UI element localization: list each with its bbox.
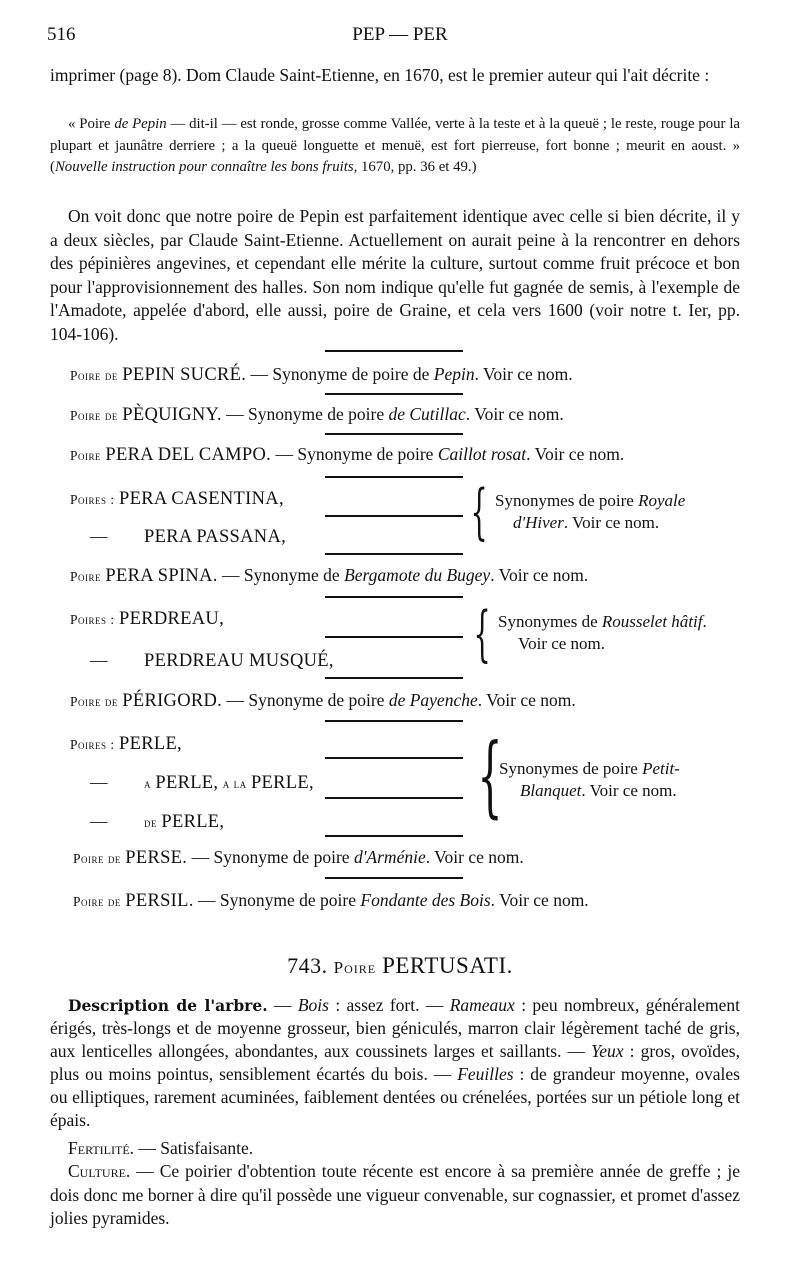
group-name: PERLE, [155, 773, 219, 793]
entry-text: — Synonyme de poire [221, 404, 389, 424]
article-prefix: Poire [333, 958, 377, 977]
entry-prefix: Poire [70, 448, 102, 463]
article-name: PERTUSATI. [382, 953, 513, 978]
syn-tail: . Voir ce nom. [581, 781, 677, 800]
quote-name: de Pepin [114, 116, 167, 132]
quote-ref: 1670, pp. 36 et 49.) [357, 159, 477, 175]
entry-prefix: Poire de [73, 851, 121, 866]
separator-rule [325, 757, 463, 759]
group-name: PERA PASSANA, [144, 527, 287, 547]
entry-prefix: Poire de [73, 894, 121, 909]
yeux-text: : gros, ovoïdes, plus ou moins pointus, sensiblement écartés du bois. — [50, 1041, 740, 1084]
group-article: a [144, 776, 151, 791]
entry-tail: . Voir ce nom. [425, 847, 524, 867]
entry-ref: de Payenche [388, 690, 478, 710]
entry-ref: Caillot rosat [437, 444, 527, 464]
separator-rule [325, 636, 463, 638]
synonym-entry [70, 565, 588, 587]
separator-rule [325, 350, 463, 352]
group-name: PERA CASENTINA, [119, 489, 284, 509]
group-line [70, 608, 224, 630]
article-number: 743. [287, 953, 328, 978]
group-name: PERLE, [119, 734, 182, 754]
bois-text: : assez fort. — [328, 995, 450, 1015]
entry-name: PERSIL. [125, 891, 194, 911]
entry-name: PÉRIGORD. [122, 691, 223, 711]
separator-rule [325, 553, 463, 555]
syn-text: Synonymes de [498, 612, 602, 631]
entry-text: — Synonyme de poire [222, 690, 389, 710]
rameaux-label: Rameaux [449, 995, 515, 1015]
group-synonym [499, 758, 744, 802]
culture-text: — Ce poirier d'obtention toute récente est encore à sa première année de greffe ; je dois donc me borner à dire qu'il possède une vigueur convenable, sur cognassier, et promet d'assez jolies pyramides. [50, 1161, 740, 1228]
group-name: PERLE, [161, 812, 225, 832]
entry-tail: . Voir ce nom. [490, 565, 589, 585]
body-paragraph: On voit donc que notre poire de Pepin est parfaitement identique avec celle si bien décrite, il y a deux siècles, par Claude Saint-Etienne. Actuellement on aurait peine à la rencontrer en dehors des pépinières angevines, et cependant elle mérite la culture, surtout comme fruit précoce et bon pour l'approvisionnement des halles. Son nom indique qu'elle fut gagnée de semis, à l'exemple de l'Amadote, appelée d'abord, elle aussi, poire de Graine, et cela vers 1600 (voir notre t. Ier, pp. 104-106). [50, 206, 740, 344]
article-title [0, 953, 800, 979]
entry-name: PÈQUIGNY. [122, 405, 222, 425]
entry-name: PERA SPINA. [105, 566, 218, 586]
feuilles-label: Feuilles [457, 1064, 514, 1084]
synonym-entry [70, 364, 573, 386]
separator-rule [325, 797, 463, 799]
ditto-dash: — [90, 650, 108, 670]
fertility-text: — Satisfaisante. [134, 1138, 254, 1158]
group-name: PERLE, [250, 773, 314, 793]
syn-ref: Royale [638, 491, 686, 510]
ditto-dash: — [90, 526, 108, 546]
entry-text: — Synonyme de poire [193, 890, 361, 910]
separator-rule [325, 677, 463, 679]
yeux-label: Yeux [591, 1041, 624, 1061]
entry-prefix: Poire de [70, 368, 118, 383]
culture-label: Culture. [68, 1161, 131, 1181]
separator-rule [325, 393, 463, 395]
syn-text: Synonymes de poire [499, 759, 643, 778]
group-article: a la [222, 776, 247, 791]
fertility-label: Fertilité. [68, 1138, 135, 1158]
quote-source: Nouvelle instruction pour connaître les bons fruits, [54, 159, 358, 175]
entry-ref: d'Arménie [353, 847, 426, 867]
entry-text: — Synonyme de poire [187, 847, 354, 867]
entry-tail: . Voir ce nom. [526, 444, 625, 464]
entry-prefix: Poire de [70, 694, 118, 709]
entry-ref: de Cutillac [388, 404, 466, 424]
brace-icon: { [470, 477, 488, 547]
entry-tail: . Voir ce nom. [465, 404, 564, 424]
ditto-dash: — [90, 811, 108, 831]
group-line [70, 488, 284, 510]
syn-tail: Voir ce nom. [518, 634, 606, 653]
separator-rule [325, 476, 463, 478]
entry-text: — Synonyme de poire [271, 444, 438, 464]
group-line [70, 733, 182, 755]
intro-paragraph: imprimer (page 8). Dom Claude Saint-Etienne, en 1670, est le premier auteur qui l'ait décrite : [50, 65, 710, 85]
group-prefix: Poires : [70, 492, 115, 507]
synonym-entry [73, 890, 589, 912]
group-synonym [495, 490, 740, 534]
group-prefix: Poires : [70, 612, 115, 627]
running-head: PEP — PER [352, 24, 448, 45]
separator-rule [325, 433, 463, 435]
entry-ref: Bergamote du Bugey [344, 565, 491, 585]
synonym-entry [70, 690, 576, 712]
group-line [144, 526, 286, 548]
synonym-entry [73, 847, 524, 869]
culture-paragraph [50, 1160, 740, 1231]
syn-ref: d'Hiver [513, 513, 564, 532]
entry-tail: . Voir ce nom. [490, 890, 589, 910]
separator-rule [325, 515, 463, 517]
syn-text: Synonymes de poire [495, 491, 639, 510]
ditto-dash: — [90, 772, 108, 792]
group-synonym: Synonymes de Rousselet hâtif. Voir ce nom. [498, 612, 707, 653]
feuilles-text: : de grandeur moyenne, ovales ou elliptiques, rarement acuminées, faiblement dentées ou crénelées, portées sur un pétiole long et épais. [50, 1064, 740, 1130]
quote-open: « Poire [68, 116, 115, 132]
entry-text: — Synonyme de poire de [246, 364, 434, 384]
entry-ref: Fondante des Bois [360, 890, 491, 910]
page-number: 516 [47, 24, 76, 45]
rameaux-text: : peu nombreux, généralement érigés, très-longs et de moyenne grosseur, bien géniculés, marron clair légèrement taché de gris, aux lenticelles allongées, abondantes, aux coussinets larges et saillants. — [50, 995, 740, 1061]
description-label: Description de l'arbre. [68, 996, 268, 1015]
group-name: PERDREAU MUSQUÉ, [144, 651, 334, 671]
group-name: PERDREAU, [119, 609, 224, 629]
synonym-entry [70, 444, 624, 466]
entry-prefix: Poire [70, 569, 102, 584]
group-line [144, 772, 314, 794]
separator-rule [325, 596, 463, 598]
separator-rule [325, 835, 463, 837]
syn-ref: Blanquet [520, 781, 582, 800]
entry-name: PEPIN SUCRÉ. [122, 365, 247, 385]
bois-label: Bois [297, 995, 329, 1015]
entry-tail: . Voir ce nom. [474, 364, 573, 384]
entry-name: PERA DEL CAMPO. [105, 445, 272, 465]
separator-rule [325, 720, 463, 722]
group-line [144, 650, 334, 672]
entry-prefix: Poire de [70, 408, 118, 423]
brace-icon: { [477, 724, 503, 827]
fertility-paragraph [50, 1137, 740, 1161]
brace-icon: { [473, 599, 491, 669]
synonym-entry [70, 404, 564, 426]
group-article: de [144, 815, 157, 830]
syn-tail: . Voir ce nom. [563, 513, 660, 532]
quote-text: — dit-il — est ronde, grosse comme Vallée, verte à la teste et à la queuë ; le reste, rouge pour la plupart et jaunâtre derriere ; a la queuë longuette et menuë, est fort pierreuse, fort bonne ; meurit en aoust. » ( [50, 116, 740, 175]
syn-ref: Rousselet hâtif [601, 612, 703, 631]
description-paragraph: Description de l'arbre. — Bois : assez fort. — Rameaux : peu nombreux, généralement érigés, très-longs et de moyenne grosseur, bien géniculés, marron clair légèrement taché de gris, aux lenticelles allongées, abondantes, aux coussinets larges et saillants. — Yeux : gros, ovoïdes, plus ou moins pointus, sensiblement écartés du bois. — Feuilles : de grandeur moyenne, ovales ou elliptiques, rarement acuminées, faiblement dentées ou crénelées, portées sur un pétiole long et épais. [50, 995, 740, 1130]
entry-name: PERSE. [125, 848, 188, 868]
entry-text: — Synonyme de [217, 565, 345, 585]
syn-ref: Petit- [642, 759, 680, 778]
group-line [144, 811, 224, 833]
entry-tail: . Voir ce nom. [477, 690, 576, 710]
group-prefix: Poires : [70, 737, 115, 752]
quote-block [50, 114, 740, 179]
separator-rule [325, 877, 463, 879]
entry-ref: Pepin [433, 364, 475, 384]
